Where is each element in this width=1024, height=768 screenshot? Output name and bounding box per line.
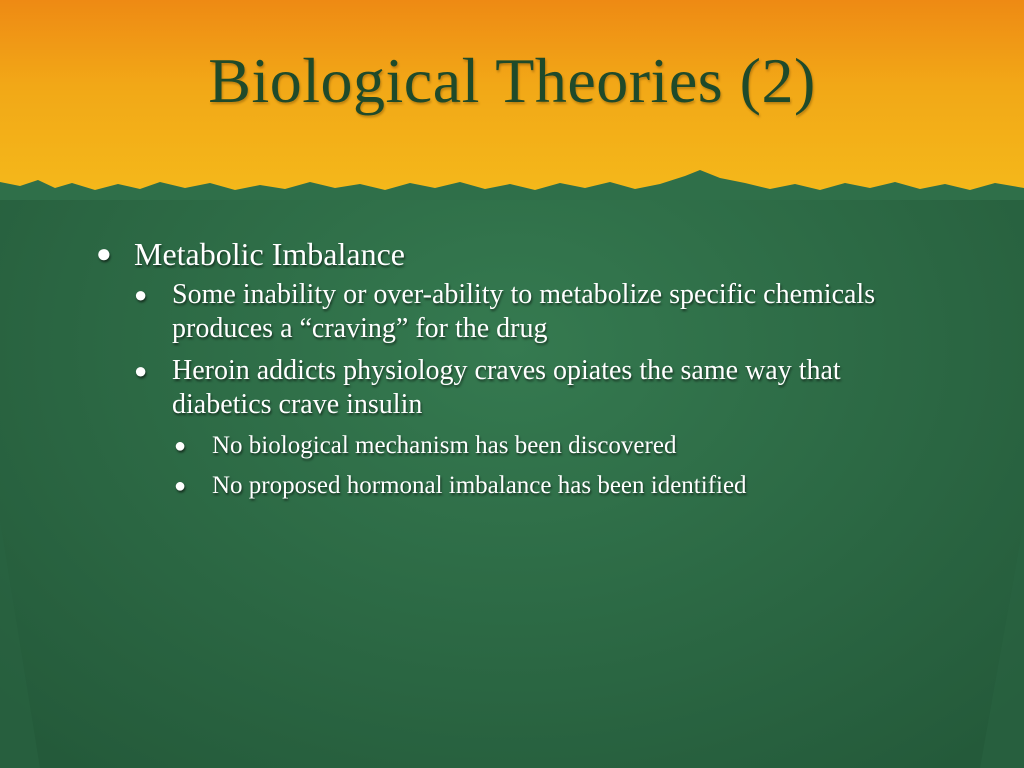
- bullet-text: No biological mechanism has been discovered: [212, 432, 677, 459]
- round-bullet-icon: ●: [174, 475, 187, 497]
- slide-title: Biological Theories (2): [208, 45, 816, 116]
- bullet-item-level-1: [96, 234, 936, 274]
- bullet-text: Heroin addicts physiology craves opiates the same way that diabetics crave insulin: [172, 355, 841, 420]
- bullet-item-level-3: [174, 430, 936, 462]
- bullet-text: Some inability or over-ability to metabolize specific chemicals produces a “craving” for the drug: [172, 279, 876, 344]
- bullet-item-level-2: [134, 278, 936, 346]
- round-bullet-icon: ●: [96, 239, 112, 268]
- bullet-item-level-3: [174, 470, 936, 502]
- round-bullet-icon: ●: [134, 358, 148, 383]
- bullet-text: Metabolic Imbalance: [134, 236, 405, 272]
- round-bullet-icon: ●: [174, 435, 187, 457]
- bullet-text: No proposed hormonal imbalance has been identified: [212, 472, 747, 499]
- bullet-item-level-2: [134, 354, 936, 422]
- bullet-list: [96, 234, 936, 510]
- round-bullet-icon: ●: [134, 282, 148, 307]
